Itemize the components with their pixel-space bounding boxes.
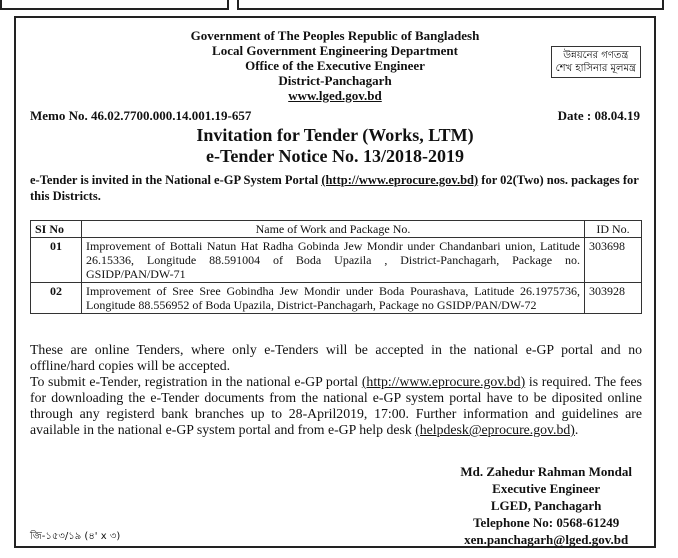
memo-number: Memo No. 46.02.7700.000.14.001.19-657: [30, 108, 252, 123]
memo-date: Date : 08.04.19: [557, 108, 640, 123]
body-paragraph-1: These are online Tenders, where only e-Tenders will be accepted in the national e-GP portal and no offline/hard copies will be accepted.: [30, 342, 642, 373]
signature-block: [460, 463, 632, 548]
body-paragraph-2: [30, 374, 642, 438]
signatory-phone: Telephone No: 0568-61249: [473, 515, 620, 530]
memo-row: [30, 108, 640, 124]
signatory-designation: Executive Engineer: [492, 481, 601, 496]
row-work-name: Improvement of Sree Sree Gobindha Jew Mondir under Boda Pourashava, Latitude 26.1975736, Longitude 88.556952 of Boda Upazila, District-Panchagarh, Package no GSIDP/PAN/DW-72: [82, 283, 585, 314]
slogan-line-1: উন্নয়নের গণতন্ত্র: [563, 50, 629, 61]
header-department: Local Government Engineering Department: [212, 43, 458, 58]
helpdesk-email-link[interactable]: (helpdesk@eprocure.gov.bd): [415, 422, 575, 437]
row-id: 303698: [585, 238, 642, 283]
signatory-office: LGED, Panchagarh: [490, 498, 602, 513]
table-row: [31, 238, 642, 283]
slogan-line-2: শেখ হাসিনার মূলমন্ত্র: [555, 63, 636, 74]
header-office: Office of the Executive Engineer: [245, 58, 425, 73]
slogan-box: [551, 46, 641, 78]
body-text: is required. The fees for downloading the e-Tender documents from the national e-GP system portal have to be diposited online through any registerd bank branches up to 28-April2019, 17:00. Further information and guidelines are available in the national e-GP system portal and from e-GP help desk: [30, 374, 643, 437]
eprocure-link[interactable]: (http://www.eprocure.gov.bd): [361, 374, 526, 389]
table-header-row: [31, 221, 642, 238]
header-website-link[interactable]: www.lged.gov.bd: [288, 88, 382, 103]
title-invitation: Invitation for Tender (Works, LTM): [196, 125, 474, 145]
intro-text: e-Tender is invited in the National e-GP System Portal: [30, 173, 322, 187]
intro-paragraph: [30, 172, 642, 204]
row-id: 303928: [585, 283, 642, 314]
signatory-name: Md. Zahedur Rahman Mondal: [460, 464, 632, 479]
adjacent-clipping-right: [237, 0, 664, 10]
header-government: Government of The Peoples Republic of Bangladesh: [190, 28, 480, 43]
body-paragraphs: [30, 342, 642, 438]
notice-title: [16, 125, 654, 167]
table-row: [31, 283, 642, 314]
column-header-id: ID No.: [585, 221, 642, 238]
title-notice-number: e-Tender Notice No. 13/2018-2019: [206, 146, 464, 166]
column-header-name: Name of Work and Package No.: [82, 221, 585, 238]
row-sl: 01: [31, 238, 82, 283]
header-district: District-Panchagarh: [278, 73, 392, 88]
eprocure-link[interactable]: (http://www.eprocure.gov.bd): [321, 173, 479, 187]
row-work-name: Improvement of Bottali Natun Hat Radha Gobinda Jew Mondir under Chandanbari union, Latitude 26.15336, Longitude 88.591004 of Boda Upazila , District-Panchagarh, Package no. GSIDP/PAN/DW-71: [82, 238, 585, 283]
row-sl: 02: [31, 283, 82, 314]
intro-text-end: for 02(Two) nos. packages for this Districts.: [30, 173, 639, 203]
column-header-sl: SI No: [31, 221, 82, 238]
tender-notice: [14, 16, 656, 548]
publication-code: জি-১৫৩/১৯ (৪' x ৩): [30, 531, 121, 542]
body-text-end: .: [574, 422, 579, 437]
adjacent-clipping-left: [0, 0, 229, 10]
signatory-email[interactable]: xen.panchagarh@lged.gov.bd: [464, 532, 629, 547]
works-table: [30, 220, 642, 314]
body-text: To submit e-Tender, registration in the national e-GP portal: [30, 374, 362, 389]
